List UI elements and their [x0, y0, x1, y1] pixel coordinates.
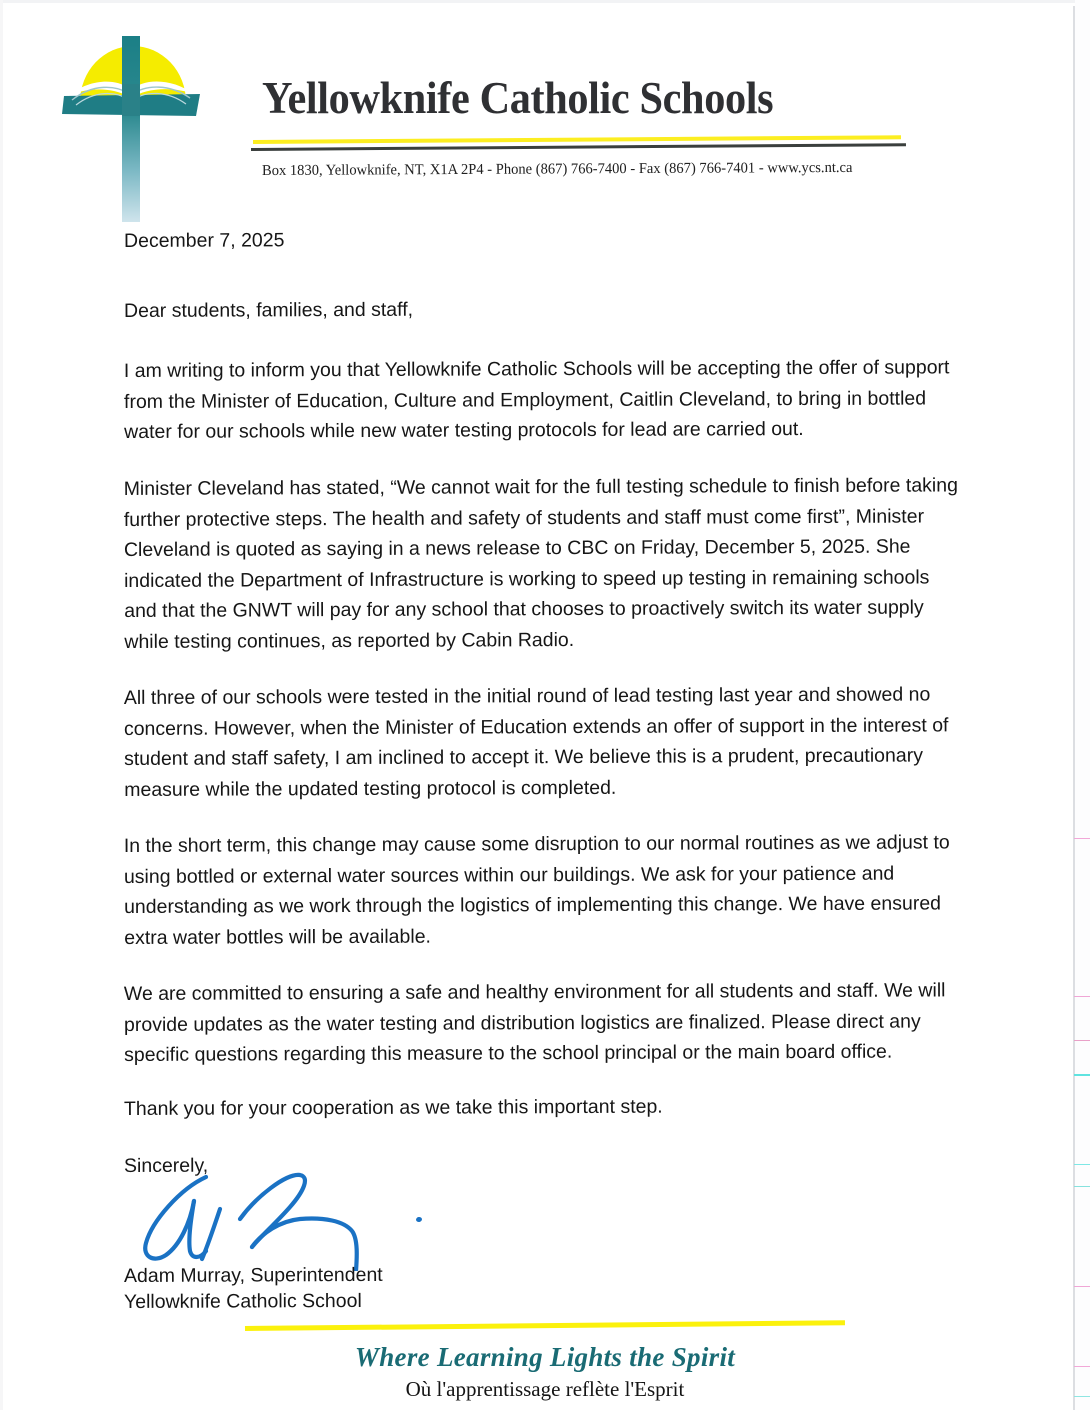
scan-fringe-artifact — [1074, 996, 1090, 997]
letterhead — [0, 0, 1090, 215]
letter-date: December 7, 2025 — [123, 229, 285, 252]
letter-paragraph: We are committed to ensuring a safe and healthy environment for all students and staff. We will provide updates as the water testing and distribution logistics are finalized. Please direct any specific questions regarding this measure to the school principal or the main board office. — [123, 978, 946, 1066]
letterhead-address: Box 1830, Yellowknife, NT, X1A 2P4 - Phone (867) 766-7400 - Fax (867) 766-7401 - www.ycs.nt.ca — [261, 159, 853, 179]
scan-fringe-artifact — [1074, 1164, 1090, 1165]
letter-footer — [0, 1300, 1090, 1410]
header-dark-rule — [251, 143, 906, 151]
scan-edge-right-line — [1073, 6, 1075, 1410]
letter-paragraph: Minister Cleveland has stated, “We cannot wait for the full testing schedule to finish before taking further protective steps. The health and safety of students and staff must come first”, Minister Cleveland is quoted as saying in a news release to CBC on Friday, December 5, 2025. She indicated the Department of Infrastructure is working to speed up testing in remaining schools and that the GNWT will pay for any school that chooses to proactively switch its water supply while testing continues, as reported by Cabin Radio. — [123, 473, 958, 652]
signer-name: Adam Murray, Superintendent — [123, 1263, 383, 1287]
scan-fringe-artifact — [1074, 1286, 1090, 1287]
signer-organization: Yellowknife Catholic School — [123, 1289, 362, 1313]
footer-yellow-rule — [245, 1320, 845, 1331]
letter-paragraph: In the short term, this change may cause some disruption to our normal routines as we adjust to using bottled or external water sources within our buildings. We ask for your patience and understanding as we work through the logistics of implementing this change. We have ensured extra water bottles will be available. — [123, 830, 950, 948]
scan-fringe-artifact — [1074, 1186, 1090, 1187]
letter-body — [124, 228, 964, 1315]
header-yellow-rule — [253, 135, 901, 144]
letter-paragraph: Thank you for your cooperation as we take this important step. — [123, 1095, 663, 1120]
letter-salutation: Dear students, families, and staff, — [123, 298, 414, 322]
tagline-french: Où l'apprentissage reflète l'Esprit — [405, 1377, 685, 1401]
letter-closing: Sincerely, — [123, 1154, 209, 1177]
scan-fringe-artifact — [1074, 1040, 1090, 1041]
handwritten-signature-icon — [128, 1171, 428, 1271]
organization-title: Yellowknife Catholic Schools — [262, 73, 774, 123]
signature-area — [124, 1175, 964, 1263]
tagline-english: Where Learning Lights the Spirit — [354, 1342, 736, 1372]
cross-sun-book-logo — [60, 22, 225, 222]
scan-fringe-artifact — [1074, 1074, 1090, 1076]
letter-paragraph: I am writing to inform you that Yellowknife Catholic Schools will be accepting the offer of support from the Minister of Education, Culture and Employment, Caitlin Cleveland, to bring in bottled water for our schools while new water testing protocols for lead are carried out. — [123, 356, 950, 443]
scan-fringe-artifact — [1074, 838, 1090, 839]
letter-paragraph: All three of our schools were tested in the initial round of lead testing last year and showed no concerns. However, when the Minister of Education extends an offer of support in the interest of student and staff safety, I am inclined to accept it. We believe this is a prudent, precautionary measure while the updated testing protocol is completed. — [123, 682, 949, 800]
